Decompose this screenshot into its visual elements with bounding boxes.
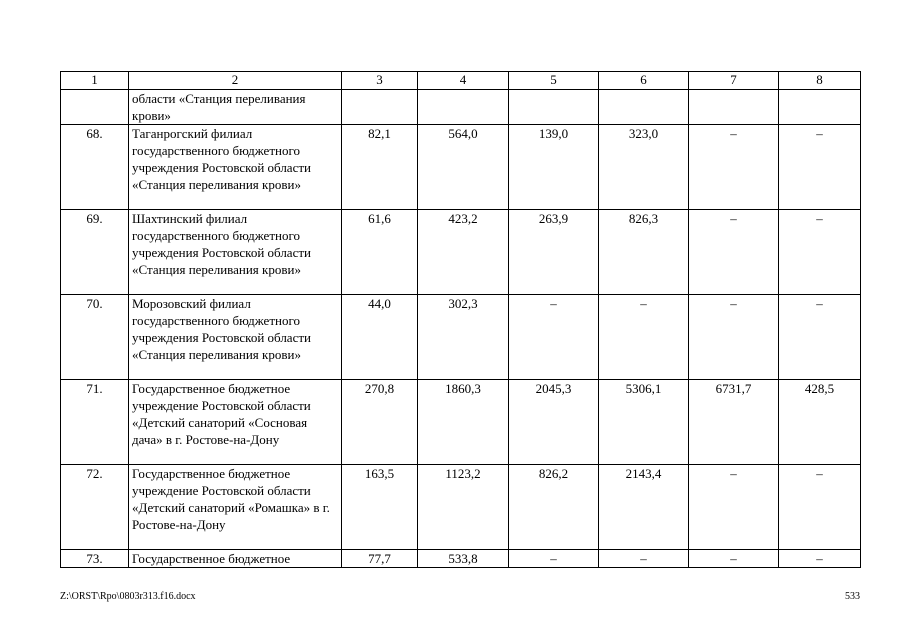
value-cell: 77,7: [342, 550, 418, 568]
table-row: [61, 125, 861, 210]
value-cell: [418, 90, 509, 125]
value-cell: 423,2: [418, 210, 509, 295]
column-header: 7: [689, 72, 779, 90]
value-cell: 533,8: [418, 550, 509, 568]
row-number-cell: 73.: [61, 550, 129, 568]
page-number: 533: [845, 591, 860, 602]
table-row: [61, 465, 861, 550]
column-header: 6: [599, 72, 689, 90]
value-cell: 302,3: [418, 295, 509, 380]
value-cell: [689, 90, 779, 125]
value-cell: 428,5: [779, 380, 861, 465]
institution-name-cell: Государственное бюджетное учреждение Ростовской области «Детский санаторий «Ромашка» в г. Ростове-на-Дону: [129, 465, 342, 550]
value-cell: 5306,1: [599, 380, 689, 465]
table-row: [61, 295, 861, 380]
value-cell: –: [779, 465, 861, 550]
row-number-cell: 71.: [61, 380, 129, 465]
column-header: 4: [418, 72, 509, 90]
table-row-continuation: [61, 90, 861, 125]
value-cell: –: [689, 295, 779, 380]
value-cell: 82,1: [342, 125, 418, 210]
institution-name-cell: Морозовский филиал государственного бюджетного учреждения Ростовской области «Станция переливания крови»: [129, 295, 342, 380]
value-cell: –: [779, 125, 861, 210]
value-cell: [599, 90, 689, 125]
value-cell: 44,0: [342, 295, 418, 380]
column-header: 8: [779, 72, 861, 90]
value-cell: 139,0: [509, 125, 599, 210]
footer-file-path: Z:\ORST\Rpo\0803r313.f16.docx: [60, 591, 196, 602]
value-cell: –: [509, 550, 599, 568]
column-header: 5: [509, 72, 599, 90]
row-number-cell: [61, 90, 129, 125]
value-cell: 163,5: [342, 465, 418, 550]
value-cell: 6731,7: [689, 380, 779, 465]
value-cell: 826,3: [599, 210, 689, 295]
value-cell: 270,8: [342, 380, 418, 465]
institution-name-cell: Государственное бюджетное: [129, 550, 342, 568]
table-row: [61, 210, 861, 295]
value-cell: –: [689, 125, 779, 210]
value-cell: [779, 90, 861, 125]
institution-name-cell: Таганрогский филиал государственного бюджетного учреждения Ростовской области «Станция переливания крови»: [129, 125, 342, 210]
row-number-cell: 70.: [61, 295, 129, 380]
value-cell: –: [779, 295, 861, 380]
value-cell: 826,2: [509, 465, 599, 550]
value-cell: –: [689, 465, 779, 550]
value-cell: –: [779, 550, 861, 568]
value-cell: 61,6: [342, 210, 418, 295]
value-cell: –: [599, 550, 689, 568]
column-header: 1: [61, 72, 129, 90]
table-header-row: [61, 72, 861, 90]
value-cell: 263,9: [509, 210, 599, 295]
value-cell: 323,0: [599, 125, 689, 210]
table-row: [61, 550, 861, 568]
row-number-cell: 72.: [61, 465, 129, 550]
value-cell: –: [509, 295, 599, 380]
institution-name-cell: Государственное бюджетное учреждение Ростовской области «Детский санаторий «Сосновая дача» в г. Ростове-на-Дону: [129, 380, 342, 465]
column-header: 3: [342, 72, 418, 90]
value-cell: [342, 90, 418, 125]
column-header: 2: [129, 72, 342, 90]
row-number-cell: 68.: [61, 125, 129, 210]
value-cell: 1123,2: [418, 465, 509, 550]
data-table: [60, 71, 861, 568]
value-cell: –: [779, 210, 861, 295]
value-cell: 564,0: [418, 125, 509, 210]
value-cell: –: [689, 210, 779, 295]
row-number-cell: 69.: [61, 210, 129, 295]
table-row: [61, 380, 861, 465]
value-cell: 2143,4: [599, 465, 689, 550]
value-cell: [509, 90, 599, 125]
value-cell: 2045,3: [509, 380, 599, 465]
institution-name-cell: области «Станция переливания крови»: [129, 90, 342, 125]
value-cell: 1860,3: [418, 380, 509, 465]
value-cell: –: [599, 295, 689, 380]
institution-name-cell: Шахтинский филиал государственного бюджетного учреждения Ростовской области «Станция переливания крови»: [129, 210, 342, 295]
value-cell: –: [689, 550, 779, 568]
